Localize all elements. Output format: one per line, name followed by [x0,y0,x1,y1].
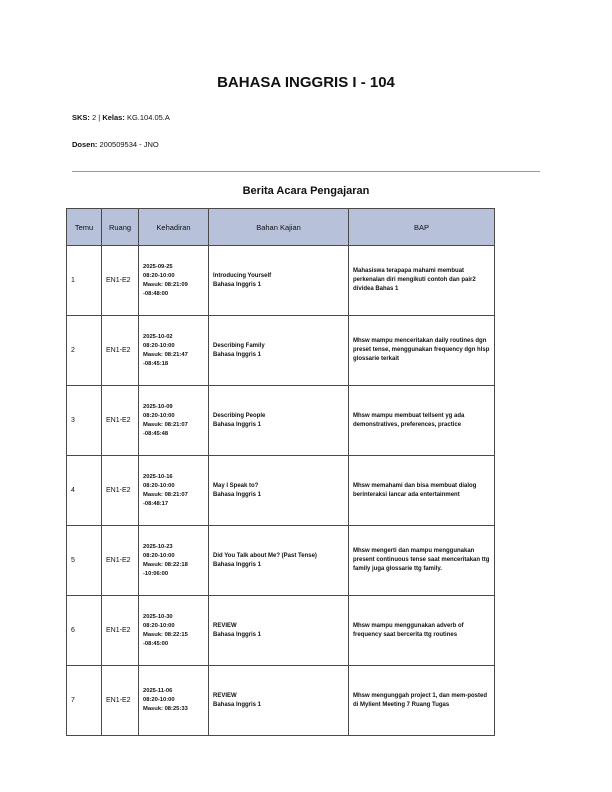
header-kehadiran: Kehadiran [139,209,209,246]
bap-cell: Mahasiswa terapapa mahami membuat perkenalan diri mengikuti contoh dan pair2 dividea Bahas 1 [349,246,495,316]
ruang-cell: EN1-E2 [102,596,139,666]
bahan-kajian-cell [209,316,349,386]
bahan-kajian-line: Bahasa Inggris 1 [213,701,262,708]
kehadiran-line: -08:48:00 [143,290,169,297]
meta-separator: | [98,113,101,122]
bahan-kajian-line: Describing People [213,412,266,419]
bahan-kajian-line: Bahasa Inggris 1 [213,351,262,358]
kehadiran-line: Masuk: 08:21:47 [143,351,188,358]
kehadiran-cell [139,526,209,596]
header-temu: Temu [67,209,102,246]
table-header-row [67,209,495,246]
kehadiran-line: 2025-10-23 [143,543,173,550]
temu-cell: 6 [67,596,102,666]
kehadiran-line: 08:20-10:00 [143,272,175,279]
bahan-kajian-cell [209,246,349,316]
kehadiran-line: 2025-10-02 [143,333,173,340]
kehadiran-line: Masuk: 08:25:33 [143,706,188,712]
bap-cell: Mhsw memahami dan bisa membuat dialog berinteraksi lancar ada entertainment [349,456,495,526]
kehadiran-line: Masuk: 08:22:15 [143,631,188,638]
dosen-value: 200509534 - JNO [99,140,159,149]
temu-cell: 1 [67,246,102,316]
kehadiran-line: Masuk: 08:21:07 [143,421,188,428]
lecturer-meta [72,140,159,149]
kehadiran-line: Masuk: 08:21:09 [143,281,188,288]
table-row [67,666,495,736]
bahan-kajian-line: REVIEW [213,622,237,629]
sks-label: SKS: [72,113,90,122]
bahan-kajian-line: May I Speak to? [213,482,259,489]
kehadiran-line: -10:06:00 [143,570,169,577]
kehadiran-line: -08:48:17 [143,500,169,507]
temu-cell: 5 [67,526,102,596]
kehadiran-line: 08:20-10:00 [143,622,175,629]
bahan-kajian-cell [209,456,349,526]
bahan-kajian-cell [209,596,349,666]
kelas-value: KG.104.05.A [126,113,170,122]
kehadiran-line: 08:20-10:00 [143,697,175,703]
bap-cell: Mhsw mampu menggunakan adverb of frequency saat bercerita ttg routines [349,596,495,666]
bahan-kajian-cell [209,666,349,736]
table-row [67,596,495,666]
ruang-cell: EN1-E2 [102,316,139,386]
ruang-cell: EN1-E2 [102,526,139,596]
section-title: Berita Acara Pengajaran [242,185,370,197]
bap-table [66,208,495,736]
table-row [67,526,495,596]
ruang-cell: EN1-E2 [102,386,139,456]
header-bahan-kajian: Bahan Kajian [209,209,349,246]
bahan-kajian-cell [209,386,349,456]
ruang-cell: EN1-E2 [102,246,139,316]
bahan-kajian-line: Describing Family [213,342,265,349]
kehadiran-line: 2025-10-16 [143,473,173,480]
bahan-kajian-cell [209,526,349,596]
header-ruang: Ruang [102,209,139,246]
bap-cell: Mhsw mampu menceritakan daily routines dgn preset tense, menggunakan frequency dgn hlsp glossarie terkait [349,316,495,386]
kehadiran-cell [139,666,209,736]
bahan-kajian-line: Bahasa Inggris 1 [213,631,262,638]
kehadiran-line: -08:45:18 [143,360,169,367]
table-row [67,386,495,456]
temu-cell: 4 [67,456,102,526]
bahan-kajian-line: REVIEW [213,692,237,699]
kehadiran-cell [139,456,209,526]
table-row [67,456,495,526]
kehadiran-line: 2025-10-09 [143,403,173,410]
kehadiran-line: Masuk: 08:22:18 [143,561,188,568]
kehadiran-line: 08:20-10:00 [143,412,175,419]
kehadiran-line: 2025-10-30 [143,613,173,620]
kehadiran-cell [139,596,209,666]
bap-cell: Mhsw mampu membuat tellsent yg ada demonstratives, preferences, practice [349,386,495,456]
temu-cell: 3 [67,386,102,456]
kehadiran-line: -08:45:48 [143,430,169,437]
sks-value: 2 [92,113,97,122]
divider [72,171,540,172]
ruang-cell: EN1-E2 [102,456,139,526]
bap-cell: Mhsw mengunggah project 1, dan mem-posted di Mylient Meeting 7 Ruang Tugas [349,666,495,736]
temu-cell: 2 [67,316,102,386]
kehadiran-line: 08:20-10:00 [143,552,175,559]
kelas-label: Kelas: [102,113,125,122]
bahan-kajian-line: Bahasa Inggris 1 [213,491,262,498]
kehadiran-cell [139,316,209,386]
bahan-kajian-line: Bahasa Inggris 1 [213,281,262,288]
table-row [67,246,495,316]
table-row [67,316,495,386]
page-title: BAHASA INGGRIS I - 104 [217,74,395,91]
bahan-kajian-line: Bahasa Inggris 1 [213,421,262,428]
kehadiran-cell [139,386,209,456]
dosen-label: Dosen: [72,140,98,149]
kehadiran-cell [139,246,209,316]
kehadiran-line: -08:45:00 [143,640,169,647]
bahan-kajian-line: Introducing Yourself [213,272,272,279]
kehadiran-line: 2025-11-06 [143,688,173,694]
kehadiran-line: 08:20-10:00 [143,482,175,489]
bap-cell: Mhsw mengerti dan mampu menggunakan present continuous tense saat menceritakan ttg family juga glossarie ttg family. [349,526,495,596]
course-meta [72,113,170,122]
kehadiran-line: 08:20-10:00 [143,342,175,349]
ruang-cell: EN1-E2 [102,666,139,736]
bahan-kajian-line: Did You Talk about Me? (Past Tense) [213,552,317,559]
kehadiran-line: Masuk: 08:21:07 [143,491,188,498]
kehadiran-line: 2025-09-25 [143,263,173,270]
bahan-kajian-line: Bahasa Inggris 1 [213,561,262,568]
header-bap: BAP [349,209,495,246]
temu-cell: 7 [67,666,102,736]
